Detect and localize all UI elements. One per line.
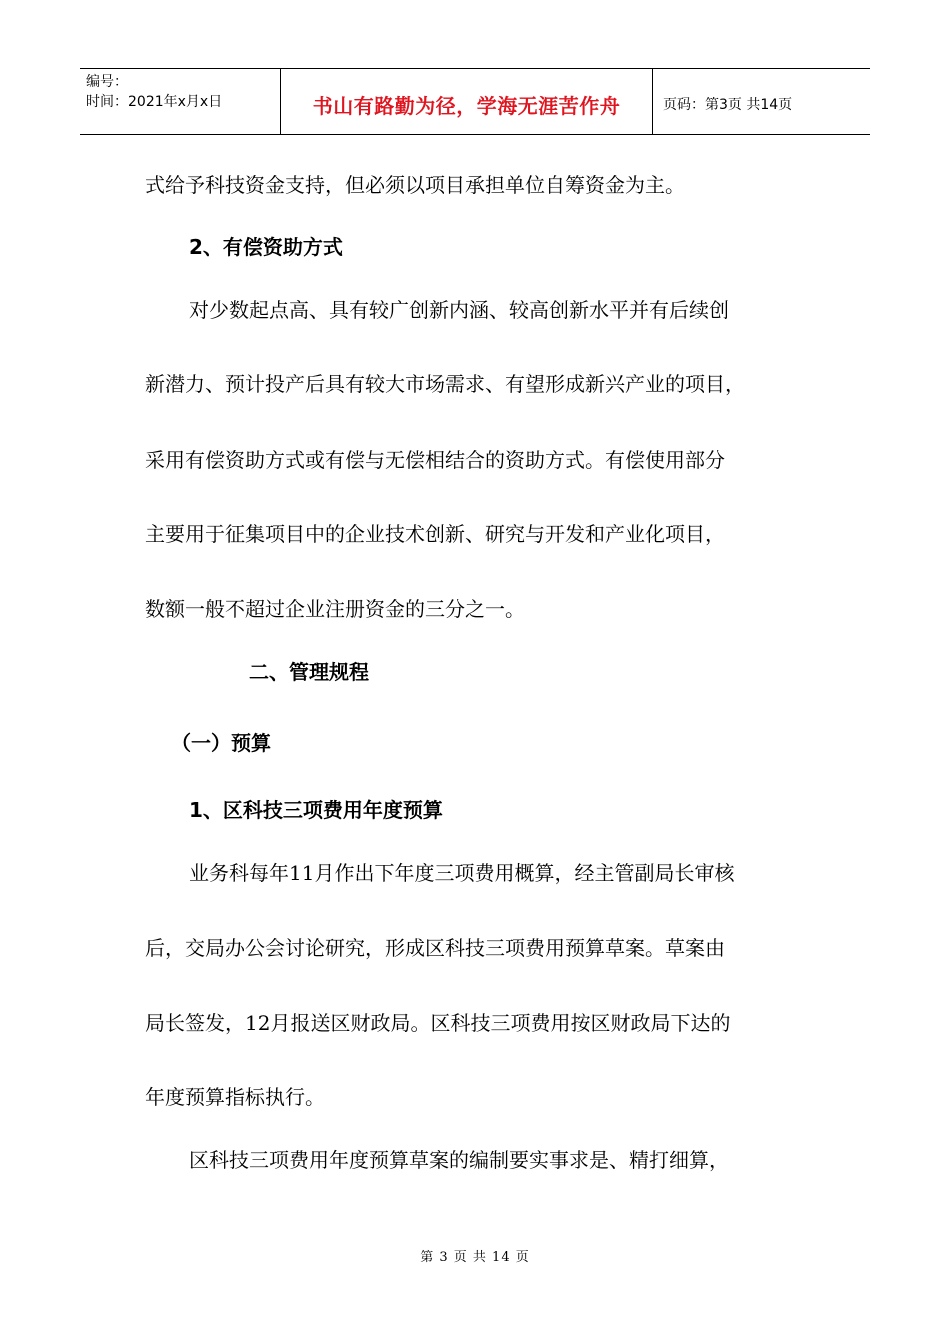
page-header [80,68,870,135]
paragraph-line: 业务科每年11月作出下年度三项费用概算，经主管副局长审核 [189,861,735,885]
page-footer: 第 3 页 共 14 页 [420,1250,530,1265]
header-motto: 书山有路勤为径，学海无涯苦作舟 [281,69,653,134]
header-page-info: 页码：第3页 共14页 [663,96,793,113]
paragraph-line: 局长签发，12月报送区财政局。区科技三项费用按区财政局下达的 [145,1011,731,1035]
section-heading: 2、有偿资助方式 [189,235,343,259]
paragraph-line: 采用有偿资助方式或有偿与无偿相结合的资助方式。有偿使用部分 [145,448,725,472]
paragraph-line: 区科技三项费用年度预算草案的编制要实事求是、精打细算， [189,1148,729,1172]
paragraph-line: 主要用于征集项目中的企业技术创新、研究与开发和产业化项目， [145,522,725,546]
document-date-label: 时间：2021年x月x日 [86,94,223,110]
paragraph-line: 新潜力、预计投产后具有较大市场需求、有望形成新兴产业的项目， [145,372,745,396]
document-number-label: 编号： [86,74,128,90]
paragraph-line: 对少数起点高、具有较广创新内涵、较高创新水平并有后续创 [189,298,729,322]
subsection-heading: （一）预算 [171,731,271,755]
header-meta [80,69,281,134]
paragraph-line: 式给予科技资金支持，但必须以项目承担单位自筹资金为主。 [145,173,685,197]
paragraph-line: 年度预算指标执行。 [145,1085,325,1109]
paragraph-line: 数额一般不超过企业注册资金的三分之一。 [145,597,525,621]
section-heading: 1、区科技三项费用年度预算 [189,798,443,822]
paragraph-line: 后，交局办公会讨论研究，形成区科技三项费用预算草案。草案由 [145,936,725,960]
chapter-heading: 二、管理规程 [249,660,369,684]
